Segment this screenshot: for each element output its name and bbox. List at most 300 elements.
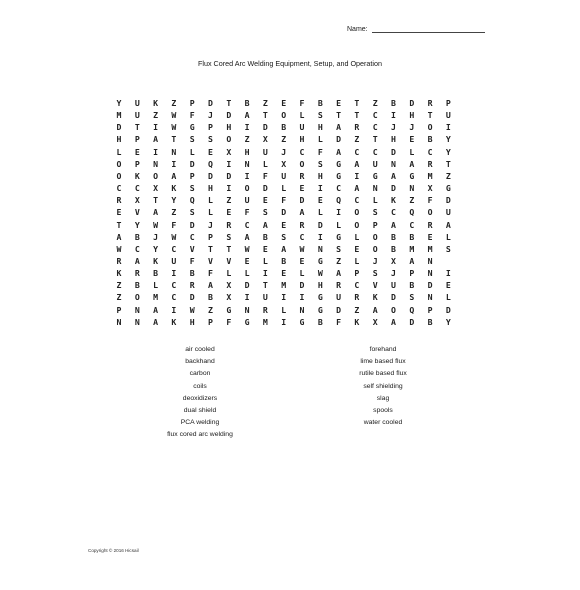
grid-letter: R	[262, 304, 268, 315]
grid-letter: C	[244, 219, 250, 230]
grid-letter: A	[445, 219, 451, 230]
grid-letter: R	[427, 219, 433, 230]
grid-letter: C	[427, 146, 433, 157]
grid-letter: N	[391, 158, 396, 169]
grid-letter: C	[372, 122, 378, 133]
grid-letter: Y	[445, 316, 451, 327]
grid-letter: U	[391, 280, 396, 291]
grid-letter: D	[317, 219, 323, 230]
grid-letter: J	[372, 255, 378, 266]
grid-letter: S	[372, 207, 378, 218]
word-list-item: PCA welding	[180, 419, 220, 427]
grid-letter: E	[354, 243, 360, 254]
grid-letter: F	[299, 98, 305, 108]
grid-letter: J	[208, 110, 213, 121]
grid-letter: A	[153, 207, 159, 218]
grid-letter: Y	[134, 219, 140, 230]
grid-letter: C	[134, 243, 140, 254]
grid-letter: R	[116, 195, 122, 206]
grid-letter: A	[354, 183, 360, 194]
grid-letter: G	[226, 304, 232, 315]
name-label: Name:	[347, 26, 368, 33]
grid-letter: S	[317, 110, 323, 121]
grid-letter: L	[262, 158, 268, 169]
grid-letter: E	[244, 255, 250, 266]
grid-letter: Y	[445, 146, 451, 157]
grid-letter: G	[409, 170, 415, 181]
word-list-item: flux cored arc welding	[167, 431, 233, 439]
grid-letter: X	[226, 146, 232, 157]
grid-letter: D	[391, 292, 396, 303]
grid-letter: H	[189, 316, 195, 327]
grid-letter: R	[134, 268, 140, 279]
grid-letter: L	[299, 110, 305, 121]
grid-letter: D	[391, 183, 396, 194]
grid-letter: D	[427, 280, 433, 291]
grid-letter: Z	[153, 110, 159, 121]
grid-letter: I	[391, 110, 396, 121]
grid-letter: B	[391, 231, 396, 242]
grid-letter: H	[409, 110, 415, 121]
grid-letter: Z	[208, 304, 213, 315]
grid-letter: B	[208, 292, 213, 303]
grid-letter: V	[208, 255, 213, 266]
word-list-item: rutile based flux	[359, 370, 407, 378]
grid-letter: X	[262, 134, 268, 145]
grid-letter: A	[409, 255, 415, 266]
grid-letter: E	[445, 280, 451, 291]
grid-letter: L	[336, 219, 342, 230]
name-field	[347, 24, 485, 33]
grid-letter: O	[226, 134, 232, 145]
grid-letter: R	[354, 292, 360, 303]
grid-letter: A	[336, 268, 342, 279]
grid-letter: F	[262, 170, 268, 181]
grid-letter: I	[445, 268, 451, 279]
grid-letter: D	[445, 304, 451, 315]
grid-letter: X	[134, 195, 140, 206]
grid-letter: L	[354, 231, 360, 242]
grid-letter: I	[262, 268, 268, 279]
grid-letter: D	[244, 280, 250, 291]
grid-letter: F	[281, 195, 287, 206]
grid-letter: E	[281, 98, 287, 108]
grid-letter: D	[391, 146, 396, 157]
grid-letter: E	[409, 134, 415, 145]
grid-letter: I	[171, 268, 177, 279]
grid-letter: J	[391, 268, 396, 279]
grid-letter: A	[354, 158, 360, 169]
grid-letter: Z	[354, 304, 360, 315]
grid-letter: L	[299, 268, 305, 279]
grid-letter: Z	[445, 170, 451, 181]
grid-letter: S	[281, 231, 287, 242]
page-title: Flux Cored Arc Welding Equipment, Setup, and Operation	[197, 59, 383, 68]
grid-letter: K	[391, 195, 396, 206]
grid-letter: C	[171, 243, 177, 254]
grid-letter: T	[427, 110, 433, 121]
grid-letter: L	[354, 255, 360, 266]
grid-letter: P	[427, 304, 433, 315]
grid-letter: R	[116, 255, 122, 266]
grid-letter: O	[391, 304, 396, 315]
grid-letter: I	[445, 122, 451, 133]
grid-letter: L	[445, 231, 451, 242]
grid-letter: G	[372, 170, 378, 181]
grid-letter: P	[354, 268, 360, 279]
grid-letter: P	[208, 122, 213, 133]
grid-letter: E	[281, 219, 287, 230]
grid-letter: B	[427, 316, 433, 327]
grid-letter: H	[226, 122, 232, 133]
grid-letter: T	[372, 134, 378, 145]
grid-letter: R	[427, 98, 433, 108]
grid-letter: X	[226, 280, 232, 291]
word-list-right	[328, 344, 438, 429]
grid-letter: R	[226, 219, 232, 230]
grid-letter: B	[281, 255, 287, 266]
grid-letter: Y	[153, 243, 159, 254]
grid-letter: D	[262, 183, 268, 194]
grid-letter: P	[208, 231, 213, 242]
grid-letter: C	[372, 110, 378, 121]
grid-letter: D	[281, 207, 287, 218]
grid-letter: F	[336, 316, 342, 327]
grid-letter: O	[244, 183, 250, 194]
grid-letter: C	[134, 183, 140, 194]
grid-letter: P	[116, 304, 122, 315]
grid-letter: C	[299, 231, 305, 242]
grid-letter: T	[336, 110, 342, 121]
grid-letter: I	[244, 292, 250, 303]
grid-letter: W	[171, 231, 177, 242]
grid-letter: I	[244, 170, 250, 181]
grid-letter: B	[189, 268, 195, 279]
grid-letter: F	[208, 268, 213, 279]
grid-letter: I	[281, 316, 287, 327]
grid-letter: I	[171, 304, 177, 315]
grid-letter: J	[409, 122, 415, 133]
grid-letter: P	[445, 98, 451, 108]
grid-letter: I	[299, 292, 305, 303]
grid-letter: Q	[189, 195, 195, 206]
grid-letter: N	[116, 316, 122, 327]
grid-letter: G	[299, 316, 305, 327]
grid-letter: D	[445, 195, 451, 206]
grid-letter: W	[171, 122, 177, 133]
grid-letter: J	[281, 146, 287, 157]
grid-letter: D	[208, 170, 213, 181]
grid-letter: F	[427, 195, 433, 206]
word-list-item: carbon	[189, 370, 211, 378]
grid-letter: Z	[171, 98, 177, 108]
grid-letter: Z	[336, 255, 342, 266]
grid-letter: R	[354, 122, 360, 133]
grid-letter: H	[391, 134, 396, 145]
grid-letter: W	[153, 219, 159, 230]
grid-letter: W	[299, 243, 305, 254]
grid-letter: X	[391, 255, 396, 266]
grid-letter: A	[372, 304, 378, 315]
grid-letter: L	[317, 207, 323, 218]
copyright-notice: Copyright © 2016 Hicsail	[88, 548, 139, 553]
word-list-item: coils	[193, 382, 207, 390]
grid-letter: L	[244, 268, 250, 279]
grid-letter: E	[299, 255, 305, 266]
grid-letter: S	[445, 243, 451, 254]
grid-letter: I	[281, 292, 287, 303]
grid-letter: D	[226, 110, 232, 121]
grid-letter: E	[336, 98, 342, 108]
grid-letter: U	[171, 255, 177, 266]
grid-letter: V	[372, 280, 378, 291]
grid-letter: A	[409, 158, 415, 169]
grid-letter: K	[116, 268, 122, 279]
grid-letter: L	[317, 134, 323, 145]
grid-letter: M	[153, 292, 159, 303]
grid-letter: A	[171, 170, 177, 181]
grid-letter: N	[244, 158, 250, 169]
grid-letter: W	[116, 243, 122, 254]
word-search-grid	[113, 97, 463, 327]
grid-letter: B	[409, 231, 415, 242]
grid-letter: S	[262, 207, 268, 218]
grid-letter: U	[445, 207, 451, 218]
grid-letter: E	[134, 146, 140, 157]
grid-letter: K	[354, 316, 360, 327]
grid-letter: N	[134, 316, 140, 327]
grid-letter: A	[299, 207, 305, 218]
grid-letter: C	[336, 183, 342, 194]
grid-letter: A	[134, 255, 140, 266]
grid-letter: M	[281, 280, 287, 291]
grid-letter: T	[445, 158, 451, 169]
grid-letter: A	[336, 122, 342, 133]
grid-letter: Z	[244, 134, 250, 145]
grid-letter: I	[317, 231, 323, 242]
grid-letter: L	[262, 255, 268, 266]
grid-letter: F	[189, 110, 195, 121]
grid-letter: O	[427, 122, 433, 133]
grid-letter: E	[299, 183, 305, 194]
word-list-left	[140, 344, 260, 442]
grid-letter: B	[244, 98, 250, 108]
grid-letter: I	[153, 122, 159, 133]
grid-letter: A	[116, 231, 122, 242]
grid-letter: Q	[336, 195, 342, 206]
grid-letter: A	[281, 243, 287, 254]
grid-letter: P	[189, 170, 195, 181]
grid-letter: P	[134, 158, 140, 169]
grid-letter: W	[171, 110, 177, 121]
grid-letter: B	[391, 98, 396, 108]
grid-letter: S	[409, 292, 415, 303]
grid-letter: I	[153, 146, 159, 157]
grid-letter: L	[372, 195, 378, 206]
grid-letter: M	[262, 316, 268, 327]
grid-letter: I	[336, 207, 342, 218]
grid-letter: I	[354, 170, 360, 181]
grid-letter: P	[208, 316, 213, 327]
grid-letter: S	[317, 158, 323, 169]
grid-letter: G	[317, 304, 323, 315]
grid-letter: T	[354, 110, 360, 121]
grid-letter: Z	[262, 98, 268, 108]
grid-letter: N	[427, 292, 433, 303]
grid-letter: E	[116, 207, 122, 218]
grid-letter: I	[226, 183, 232, 194]
grid-letter: P	[134, 134, 140, 145]
grid-letter: K	[153, 98, 159, 108]
grid-letter: T	[262, 110, 268, 121]
grid-letter: N	[317, 243, 323, 254]
grid-letter: G	[317, 292, 323, 303]
grid-letter: Q	[409, 207, 415, 218]
grid-letter: Q	[409, 304, 415, 315]
grid-letter: Y	[445, 134, 451, 145]
grid-letter: F	[171, 219, 177, 230]
grid-letter: J	[208, 219, 213, 230]
grid-letter: M	[409, 243, 415, 254]
grid-letter: F	[226, 316, 232, 327]
grid-letter: Z	[409, 195, 415, 206]
grid-letter: S	[189, 134, 195, 145]
grid-letter: S	[372, 268, 378, 279]
grid-letter: N	[244, 304, 250, 315]
grid-letter: E	[317, 195, 323, 206]
grid-letter: L	[208, 195, 213, 206]
grid-letter: I	[317, 183, 323, 194]
grid-letter: C	[354, 195, 360, 206]
grid-letter: A	[391, 219, 396, 230]
grid-letter: K	[171, 316, 177, 327]
grid-letter: H	[317, 170, 323, 181]
grid-letter: D	[208, 98, 213, 108]
grid-letter: C	[354, 146, 360, 157]
grid-letter: X	[226, 292, 232, 303]
grid-letter: Z	[281, 134, 287, 145]
grid-letter: G	[336, 158, 342, 169]
grid-letter: L	[281, 183, 287, 194]
grid-letter: Y	[171, 195, 177, 206]
grid-letter: A	[336, 146, 342, 157]
word-list-item: deoxidizers	[182, 394, 218, 402]
grid-letter: A	[244, 110, 250, 121]
grid-letter: O	[372, 243, 378, 254]
grid-letter: L	[281, 304, 287, 315]
grid-letter: Z	[226, 195, 232, 206]
grid-letter: A	[208, 280, 213, 291]
grid-letter: U	[445, 110, 451, 121]
grid-letter: O	[427, 207, 433, 218]
grid-letter: G	[336, 170, 342, 181]
grid-letter: L	[409, 146, 415, 157]
grid-letter: C	[409, 219, 415, 230]
grid-letter: N	[409, 183, 415, 194]
grid-letter: O	[153, 170, 159, 181]
grid-letter: D	[409, 316, 415, 327]
grid-letter: Z	[171, 207, 177, 218]
word-list-item: backhand	[185, 358, 215, 366]
grid-letter: C	[116, 183, 122, 194]
word-list-item: spools	[373, 406, 393, 414]
grid-letter: P	[372, 219, 378, 230]
grid-letter: D	[299, 280, 305, 291]
grid-letter: G	[445, 183, 451, 194]
grid-letter: T	[171, 134, 177, 145]
grid-letter: A	[391, 170, 396, 181]
grid-letter: U	[281, 170, 287, 181]
grid-letter: T	[226, 243, 232, 254]
grid-letter: B	[391, 243, 396, 254]
grid-letter: O	[281, 110, 287, 121]
grid-letter: Z	[372, 98, 378, 108]
grid-letter: O	[116, 170, 122, 181]
grid-letter: O	[116, 158, 122, 169]
word-list-item: air cooled	[185, 346, 215, 353]
grid-letter: X	[372, 316, 378, 327]
grid-letter: R	[299, 170, 305, 181]
grid-letter: R	[299, 219, 305, 230]
grid-letter: X	[427, 183, 433, 194]
word-list-item: water cooled	[363, 419, 403, 427]
grid-letter: U	[134, 98, 140, 108]
word-list-item: lime based flux	[360, 358, 406, 366]
grid-letter: E	[427, 231, 433, 242]
grid-letter: W	[317, 268, 323, 279]
grid-letter: W	[189, 304, 195, 315]
grid-letter: O	[354, 219, 360, 230]
grid-letter: A	[153, 134, 159, 145]
grid-letter: Z	[116, 292, 122, 303]
grid-letter: D	[262, 122, 268, 133]
grid-letter: G	[336, 231, 342, 242]
grid-letter: H	[317, 122, 323, 133]
grid-letter: S	[189, 183, 195, 194]
grid-letter: T	[208, 243, 213, 254]
grid-letter: D	[299, 195, 305, 206]
grid-letter: G	[189, 122, 195, 133]
grid-letter: L	[189, 146, 195, 157]
grid-letter: B	[427, 134, 433, 145]
grid-letter: I	[171, 158, 177, 169]
grid-letter: X	[153, 183, 159, 194]
grid-letter: N	[171, 146, 177, 157]
grid-letter: I	[244, 122, 250, 133]
grid-letter: M	[427, 243, 433, 254]
grid-letter: A	[244, 231, 250, 242]
grid-letter: V	[189, 243, 195, 254]
grid-letter: N	[427, 255, 433, 266]
grid-letter: Z	[354, 134, 360, 145]
grid-letter: H	[317, 280, 323, 291]
grid-letter: B	[409, 280, 415, 291]
grid-letter: G	[244, 316, 250, 327]
grid-letter: L	[445, 292, 451, 303]
grid-letter: T	[354, 98, 360, 108]
grid-letter: N	[153, 158, 159, 169]
grid-letter: V	[134, 207, 140, 218]
grid-letter: U	[262, 146, 268, 157]
grid-letter: Z	[116, 280, 122, 291]
grid-letter: H	[116, 134, 122, 145]
grid-letter: L	[226, 268, 232, 279]
grid-letter: U	[299, 122, 305, 133]
grid-letter: R	[427, 158, 433, 169]
grid-letter: J	[153, 231, 159, 242]
grid-letter: C	[171, 280, 177, 291]
grid-letter: C	[171, 292, 177, 303]
